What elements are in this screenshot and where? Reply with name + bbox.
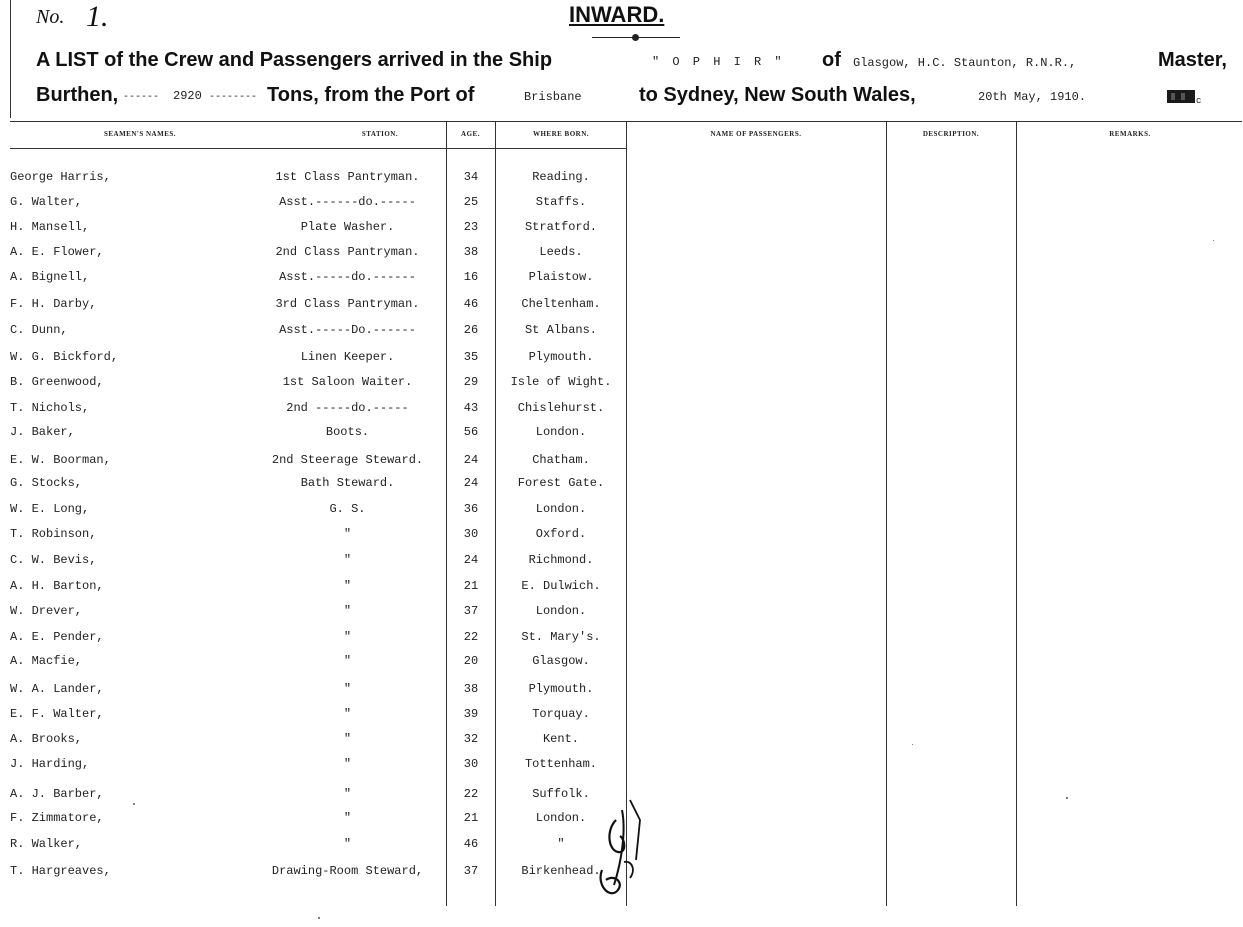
where-born: Richmond. <box>528 553 594 567</box>
seaman-name: W. Drever, <box>10 604 83 618</box>
seaman-name: A. E. Flower, <box>10 245 104 259</box>
overwritten-year-mark <box>1165 86 1205 106</box>
age: 24 <box>463 476 479 490</box>
seaman-name: T. Robinson, <box>10 527 97 541</box>
ship-name: " O P H I R " <box>652 55 785 69</box>
scan-speck <box>1066 797 1068 799</box>
where-born: Chatham. <box>532 453 590 467</box>
seaman-name: E. W. Boorman, <box>10 453 111 467</box>
age: 46 <box>463 837 479 851</box>
age: 29 <box>463 375 479 389</box>
station: 2nd Steerage Steward. <box>271 453 424 467</box>
crew-row <box>0 270 640 290</box>
where-born: Glasgow. <box>532 654 590 668</box>
age: 37 <box>463 864 479 878</box>
crew-row <box>0 682 640 702</box>
station: " <box>343 787 352 801</box>
crew-row <box>0 425 640 445</box>
station: Asst.-----Do.------ <box>279 323 416 337</box>
station: " <box>343 654 352 668</box>
crew-row <box>0 323 640 343</box>
where-born: " <box>557 837 565 851</box>
where-born: Oxford. <box>535 527 587 541</box>
station: Plate Washer. <box>300 220 395 234</box>
tonnage-leader: ------ <box>123 92 160 103</box>
where-born: Isle of Wight. <box>510 375 612 389</box>
age: 56 <box>463 425 479 439</box>
station: " <box>343 553 352 567</box>
tons-from-label: Tons, from the Port of <box>267 84 475 106</box>
station: 1st Saloon Waiter. <box>282 375 413 389</box>
seaman-name: A. Brooks, <box>10 732 83 746</box>
station: " <box>343 732 352 746</box>
where-born: Plymouth. <box>528 350 594 364</box>
station: " <box>343 579 352 593</box>
age: 20 <box>463 654 479 668</box>
where-born: Cheltenham. <box>521 297 601 311</box>
age: 24 <box>463 453 479 467</box>
where-born: Chislehurst. <box>517 401 605 415</box>
where-born: St. Mary's. <box>521 630 601 644</box>
seaman-name: G. Walter, <box>10 195 83 209</box>
station: " <box>343 757 352 771</box>
age: 37 <box>463 604 479 618</box>
age: 24 <box>463 553 479 567</box>
age: 35 <box>463 350 479 364</box>
where-born: Staffs. <box>535 195 587 209</box>
seaman-name: A. H. Barton, <box>10 579 104 593</box>
crew-row <box>0 654 640 674</box>
column-header-remarks: REMARKS. <box>1109 130 1151 138</box>
page-title: INWARD. <box>569 2 665 27</box>
crew-row <box>0 553 640 573</box>
scan-speck <box>133 803 135 805</box>
age: 22 <box>463 630 479 644</box>
station: Drawing-Room Steward, <box>271 864 424 878</box>
seaman-name: T. Hargreaves, <box>10 864 111 878</box>
column-header-born: WHERE BORN. <box>532 130 590 138</box>
where-born: London. <box>535 604 587 618</box>
station: " <box>343 682 352 696</box>
age: 21 <box>463 579 479 593</box>
where-born: Stratford. <box>524 220 597 234</box>
seaman-name: W. G. Bickford, <box>10 350 119 364</box>
station: 2nd Class Pantryman. <box>275 245 420 259</box>
seaman-name: W. A. Lander, <box>10 682 104 696</box>
station: " <box>343 811 352 825</box>
seaman-name: A. E. Pender, <box>10 630 104 644</box>
where-born: Plaistow. <box>528 270 594 284</box>
age: 23 <box>463 220 479 234</box>
crew-row <box>0 502 640 522</box>
arrival-date: 20th May, 1910. <box>978 90 1087 104</box>
crew-row <box>0 604 640 624</box>
crew-row <box>0 401 640 421</box>
where-born: Plymouth. <box>528 682 594 696</box>
column-header-station: STATION. <box>361 130 399 138</box>
where-born: Forest Gate. <box>517 476 605 490</box>
age: 38 <box>463 682 479 696</box>
station: 1st Class Pantryman. <box>275 170 420 184</box>
document-number: 1. <box>86 0 109 33</box>
station: " <box>343 707 352 721</box>
document-number-label: No. <box>36 6 65 28</box>
where-born: London. <box>535 425 587 439</box>
seaman-name: F. H. Darby, <box>10 297 97 311</box>
seaman-name: T. Nichols, <box>10 401 90 415</box>
left-margin-line <box>10 0 11 118</box>
crew-row <box>0 453 640 473</box>
column-header-passengers: NAME OF PASSENGERS. <box>710 130 802 138</box>
seaman-name: J. Harding, <box>10 757 90 771</box>
age: 30 <box>463 757 479 771</box>
crew-row <box>0 811 640 831</box>
age: 25 <box>463 195 479 209</box>
station: " <box>343 604 352 618</box>
where-born: London. <box>535 811 587 825</box>
station: 3rd Class Pantryman. <box>275 297 420 311</box>
handwritten-initials <box>596 790 646 910</box>
where-born: Suffolk. <box>532 787 590 801</box>
crew-row <box>0 220 640 240</box>
crew-row <box>0 245 640 265</box>
column-header-seamen: SEAMEN'S NAMES. <box>103 130 177 138</box>
station: " <box>343 837 352 851</box>
age: 39 <box>463 707 479 721</box>
master-label: Master, <box>1158 49 1227 71</box>
station: 2nd -----do.----- <box>286 401 409 415</box>
crew-row <box>0 476 640 496</box>
svg-text:c: c <box>1196 96 1202 106</box>
crew-row <box>0 170 640 190</box>
age: 30 <box>463 527 479 541</box>
seaman-name: J. Baker, <box>10 425 75 439</box>
seaman-name: H. Mansell, <box>10 220 90 234</box>
age: 46 <box>463 297 479 311</box>
seaman-name: A. Macfie, <box>10 654 83 668</box>
station: Linen Keeper. <box>300 350 395 364</box>
station: Bath Steward. <box>300 476 395 490</box>
where-born: Birkenhead. <box>521 864 601 878</box>
age: 21 <box>463 811 479 825</box>
where-born: Kent. <box>542 732 579 746</box>
station: G. S. <box>329 502 366 516</box>
crew-row <box>0 195 640 215</box>
seaman-name: George Harris, <box>10 170 111 184</box>
station: Asst.-----do.------ <box>279 270 416 284</box>
column-header-description: DESCRIPTION. <box>922 130 980 138</box>
where-born: E. Dulwich. <box>521 579 601 593</box>
column-divider-passengers-description <box>886 121 887 906</box>
ship-port-and-master: Glasgow, H.C. Staunton, R.N.R., <box>853 56 1077 70</box>
burthen-label: Burthen, <box>36 84 119 106</box>
crew-row <box>0 732 640 752</box>
table-header-rule <box>10 148 626 149</box>
crew-row <box>0 864 640 884</box>
age: 36 <box>463 502 479 516</box>
age: 34 <box>463 170 479 184</box>
of-label: of <box>822 49 841 71</box>
list-heading: A LIST of the Crew and Passengers arrived in the Ship <box>36 49 553 71</box>
seaman-name: A. Bignell, <box>10 270 90 284</box>
station: " <box>343 527 352 541</box>
age: 26 <box>463 323 479 337</box>
seaman-name: A. J. Barber, <box>10 787 104 801</box>
crew-row <box>0 350 640 370</box>
column-divider-description-remarks <box>1016 121 1017 906</box>
age: 43 <box>463 401 479 415</box>
seaman-name: G. Stocks, <box>10 476 83 490</box>
seaman-name: C. Dunn, <box>10 323 68 337</box>
crew-row <box>0 707 640 727</box>
where-born: St Albans. <box>524 323 597 337</box>
crew-row <box>0 630 640 650</box>
where-born: Torquay. <box>532 707 590 721</box>
where-born: Tottenham. <box>524 757 597 771</box>
title-rule-ornament <box>632 34 639 41</box>
crew-row <box>0 579 640 599</box>
seaman-name: E. F. Walter, <box>10 707 104 721</box>
crew-row <box>0 527 640 547</box>
seaman-name: W. E. Long, <box>10 502 90 516</box>
tonnage-trailer: -------- <box>209 92 258 103</box>
scan-speck <box>318 917 320 919</box>
station: Boots. <box>325 425 370 439</box>
crew-row <box>0 787 640 807</box>
crew-row <box>0 297 640 317</box>
where-born: London. <box>535 502 587 516</box>
crew-row <box>0 375 640 395</box>
destination-label: to Sydney, New South Wales, <box>639 84 916 106</box>
age: 16 <box>463 270 479 284</box>
where-born: Reading. <box>532 170 590 184</box>
departure-port: Brisbane <box>524 90 582 104</box>
age: 22 <box>463 787 479 801</box>
age: 38 <box>463 245 479 259</box>
crew-row <box>0 837 640 857</box>
crew-row <box>0 757 640 777</box>
station: " <box>343 630 352 644</box>
seaman-name: F. Zimmatore, <box>10 811 104 825</box>
where-born: Leeds. <box>539 245 583 259</box>
seaman-name: R. Walker, <box>10 837 83 851</box>
seaman-name: B. Greenwood, <box>10 375 104 389</box>
station: Asst.------do.----- <box>279 195 416 209</box>
tonnage-value: 2920 <box>173 89 202 103</box>
column-header-age: AGE. <box>461 130 480 138</box>
scan-speck <box>1213 240 1214 241</box>
scan-speck <box>912 744 913 745</box>
age: 32 <box>463 732 479 746</box>
seaman-name: C. W. Bevis, <box>10 553 97 567</box>
